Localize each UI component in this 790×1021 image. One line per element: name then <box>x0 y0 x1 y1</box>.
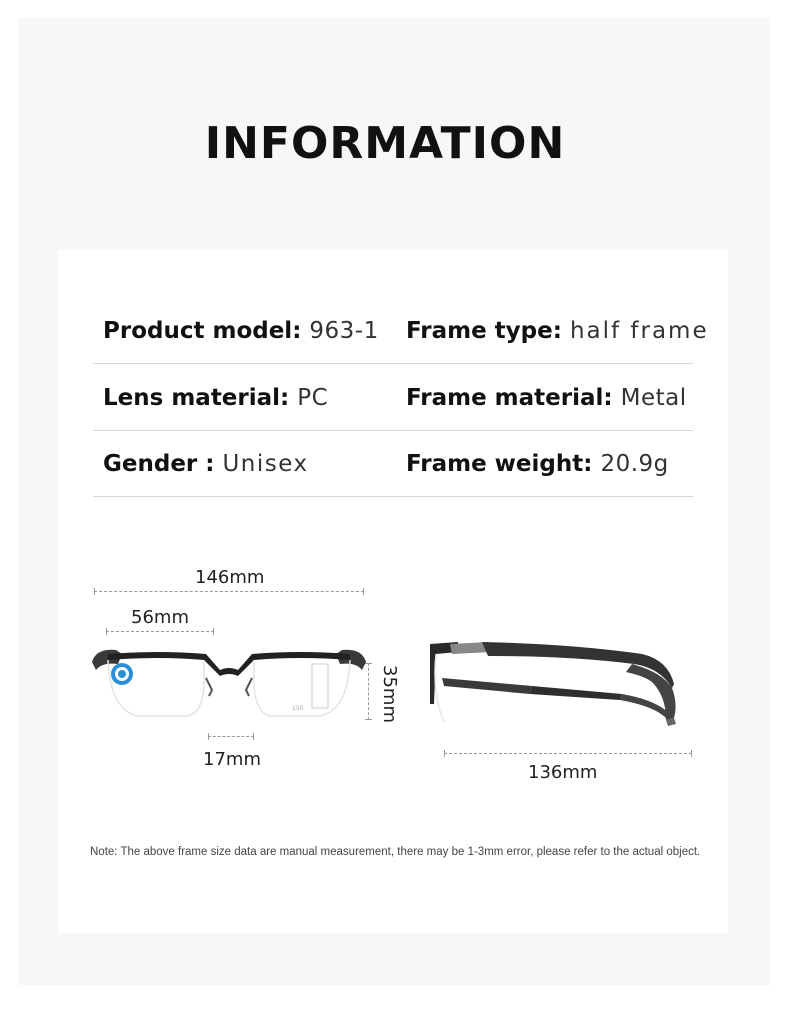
lens-width-line <box>106 631 214 632</box>
glasses-front-view <box>88 640 370 724</box>
measurement-note: Note: The above frame size data are manual measurement, there may be 1-3mm error, please refer to the actual object. <box>90 846 701 858</box>
total-width-label: 146mm <box>195 567 265 588</box>
total-width-line <box>94 591 364 592</box>
spec-lens-material <box>103 365 328 430</box>
spec-label: Product model: <box>103 317 302 344</box>
spec-row <box>93 298 709 364</box>
spec-label: Lens material: <box>103 384 290 411</box>
temple-length-line <box>444 753 692 754</box>
bridge-width-line <box>208 736 254 737</box>
spec-value: Metal <box>620 384 687 411</box>
spec-value: 20.9g <box>600 450 669 477</box>
spec-gender <box>103 431 309 496</box>
page-title: INFORMATION <box>204 118 566 169</box>
spec-row <box>93 431 693 497</box>
lens-height-label: 35mm <box>379 665 400 723</box>
spec-product-model <box>103 298 379 363</box>
uv-shield-icon <box>111 663 133 685</box>
spec-frame-material <box>406 365 687 430</box>
spec-value: PC <box>297 384 329 411</box>
spec-label: Frame material: <box>406 384 613 411</box>
spec-row <box>93 365 693 431</box>
temple-length-label: 136mm <box>528 762 598 783</box>
spec-frame-type <box>406 298 709 363</box>
spec-value: Unisex <box>222 450 309 477</box>
spec-label: Gender : <box>103 450 215 477</box>
spec-value: half frame <box>569 317 709 344</box>
spec-value: 963-1 <box>309 317 379 344</box>
spec-label: Frame type: <box>406 317 562 344</box>
glasses-side-view <box>422 634 684 726</box>
lens-width-label: 56mm <box>131 607 189 628</box>
svg-text:150: 150 <box>292 705 304 712</box>
spec-frame-weight <box>406 431 669 496</box>
spec-label: Frame weight: <box>406 450 593 477</box>
bridge-width-label: 17mm <box>203 749 261 770</box>
